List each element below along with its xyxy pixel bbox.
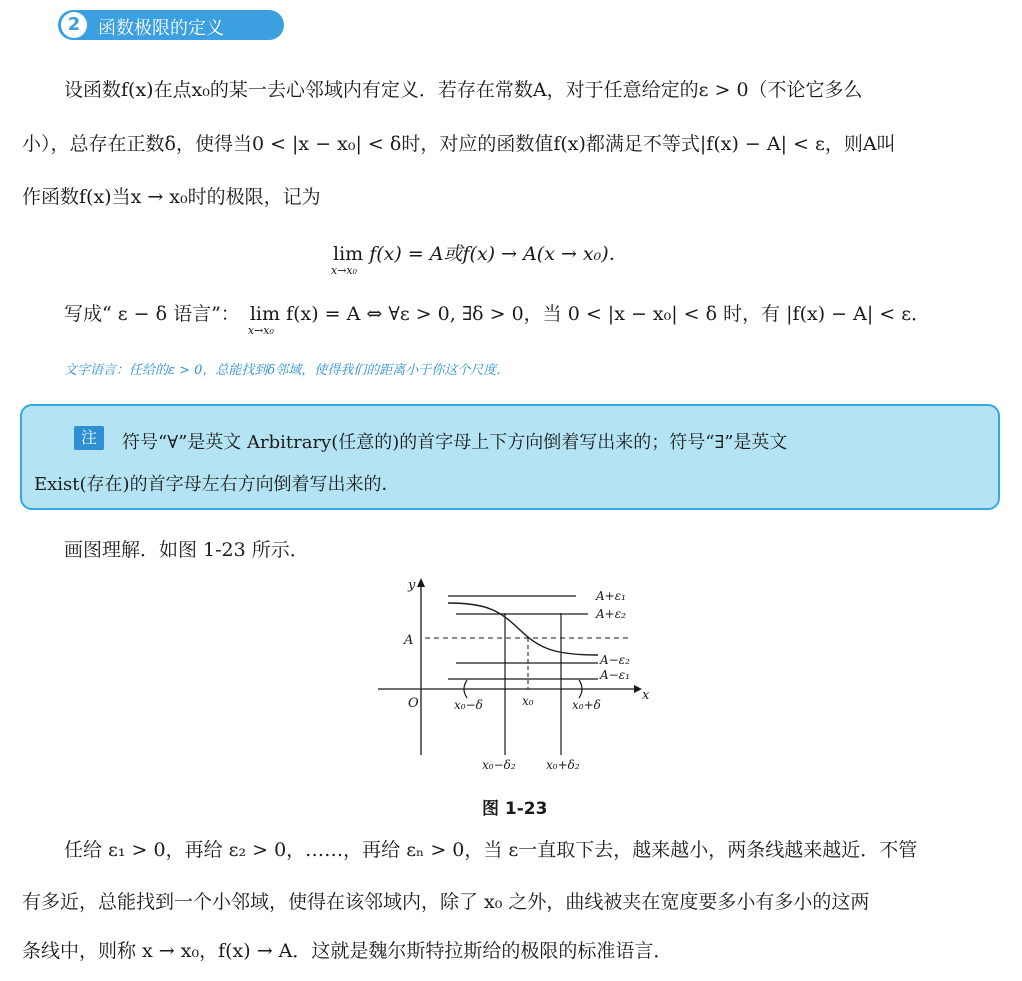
note-badge: 注 <box>74 426 104 450</box>
section-title: 函数极限的定义 <box>98 18 224 39</box>
note-line-2: Exist(存在)的首字母左右方向倒着写出来的． <box>34 474 400 495</box>
definition-line-3: 作函数f(x)当x → x₀时的极限，记为 <box>22 186 321 208</box>
x-label: x <box>642 688 650 703</box>
lim-subscript: x→x₀ <box>331 264 358 277</box>
origin-label: O <box>408 696 419 711</box>
limit-figure <box>370 575 660 780</box>
lim-subscript-2: x→x₀ <box>247 324 274 337</box>
limit-formula-body: f(x) = A或f(x) → A(x → x₀)． <box>369 243 628 265</box>
y-axis-arrow <box>417 578 425 587</box>
epsilon-delta-formula <box>64 303 931 337</box>
x0-minus-delta2-label: x₀−δ₂ <box>482 758 516 772</box>
A-minus-e2-label: A−ε₂ <box>600 653 630 667</box>
lim-operator-2: lim <box>249 303 281 325</box>
limit-formula <box>331 243 628 277</box>
closing-line-3: 条线中，则称 x → x₀，f(x) → A．这就是魏尔斯特拉斯给的极限的标准语言． <box>22 940 673 962</box>
note-line-1: 符号“∀”是英文 Arbitrary(任意的)的首字母上下方向倒着写出来的；符号“∃”是英文 <box>122 432 788 453</box>
y-label: y <box>408 578 416 593</box>
x0-plus-delta-label: x₀+δ <box>572 698 601 712</box>
A-plus-e2-label: A+ε₂ <box>596 607 626 621</box>
figure-intro: 画图理解．如图 1-23 所示． <box>64 539 309 561</box>
definition-line-2: 小），总存在正数δ，使得当0 < |x − x₀| < δ时，对应的函数值f(x)都满足不等式|f(x) − A| < ε，则A叫 <box>22 133 896 155</box>
figure-caption: 图 1-23 <box>482 799 548 819</box>
function-curve <box>448 603 598 655</box>
section-number: 2 <box>61 12 87 38</box>
x0-minus-delta-label: x₀−δ <box>454 698 483 712</box>
x0-label: x₀ <box>522 694 534 708</box>
A-label: A <box>404 633 414 648</box>
definition-line-1: 设函数f(x)在点x₀的某一去心邻域内有定义．若存在常数A，对于任意给定的ε > 0（不论它多么 <box>64 79 863 101</box>
note-box <box>20 404 1000 510</box>
A-plus-e1-label: A+ε₁ <box>596 589 626 603</box>
lim-operator: lim <box>333 243 364 265</box>
A-minus-e1-label: A−ε₁ <box>600 668 630 682</box>
x-axis-arrow <box>634 685 642 693</box>
section-badge <box>58 10 284 40</box>
handwritten-note: 文字语言：任给的ε > 0，总能找到δ邻域，使得我们的距离小于你这个尺度． <box>64 363 510 378</box>
epsilon-delta-body: f(x) = A ⇔ ∀ε > 0, ∃δ > 0，当 0 < |x − x₀| < δ 时，有 |f(x) − A| < ε． <box>286 303 931 325</box>
closing-line-2: 有多近，总能找到一个小邻域，使得在该邻域内，除了 x₀ 之外，曲线被夹在宽度要多小有多小的这两 <box>22 891 870 913</box>
x0-plus-delta2-label: x₀+δ₂ <box>546 758 580 772</box>
closing-line-1: 任给 ε₁ > 0，再给 ε₂ > 0，……，再给 εₙ > 0，当 ε一直取下去，越来越小，两条线越来越近．不管 <box>64 839 918 861</box>
epsilon-delta-prefix: 写成“ ε − δ 语言”： <box>64 303 240 325</box>
